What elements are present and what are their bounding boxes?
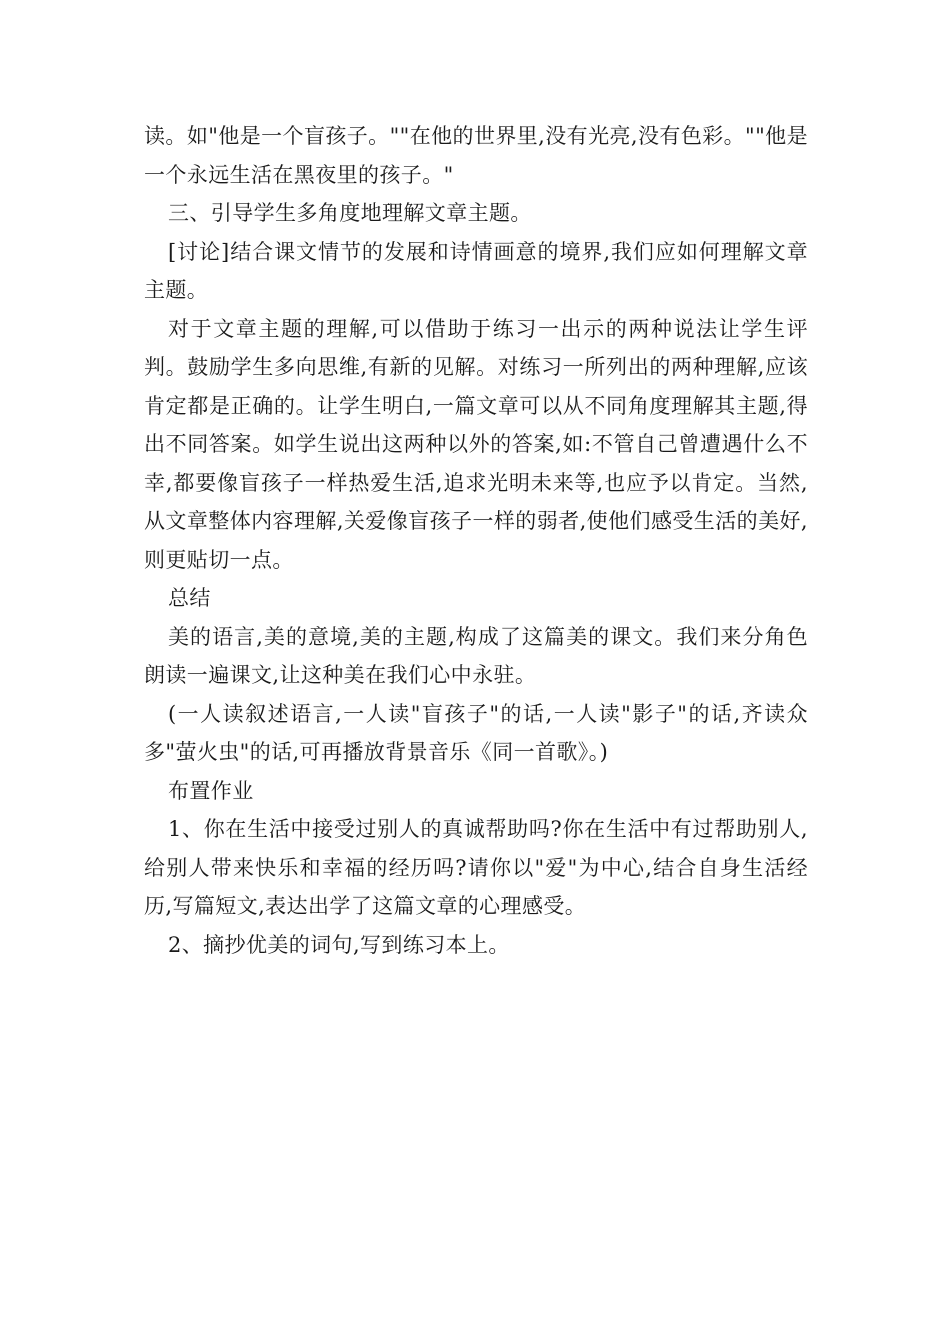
paragraph-reading-roles: (一人读叙述语言,一人读"盲孩子"的话,一人读"影子"的话,齐读众多"萤火虫"的话,可再播放背景音乐《同一首歌》。) xyxy=(144,701,808,764)
paragraph-summary: 美的语言,美的意境,美的主题,构成了这篇美的课文。我们来分角色朗读一遍课文,让这种美在我们心中永驻。 xyxy=(144,624,808,687)
section-heading-homework: 布置作业 xyxy=(168,778,254,803)
homework-item-1: 1、你在生活中接受过别人的真诚帮助吗?你在生活中有过帮助别人,给别人带来快乐和幸福的经历吗?请你以"爱"为中心,结合自身生活经历,写篇短文,表达出学了这篇文章的心理感受。 xyxy=(144,817,808,918)
section-heading-summary: 总结 xyxy=(168,586,211,610)
paragraph-continuation: 读。如"他是一个盲孩子。""在他的世界里,没有光亮,没有色彩。""他是一个永远生活在黑夜里的孩子。" xyxy=(144,124,808,187)
paragraph-discussion: [讨论]结合课文情节的发展和诗情画意的境界,我们应如何理解文章主题。 xyxy=(144,239,808,302)
paragraph-theme-analysis: 对于文章主题的理解,可以借助于练习一出示的两种说法让学生评判。鼓励学生多向思维,有新的见解。对练习一所列出的两种理解,应该肯定都是正确的。让学生明白,一篇文章可以从不同角度理解其主题,得出不同答案。如学生说出这两种以外的答案,如:不管自己曾遭遇什么不幸,都要像盲孩子一样热爱生活,追求光明未来等,也应予以肯定。当然,从文章整体内容理解,关爱像盲孩子一样的弱者,使他们感受生活的美好,则更贴切一点。 xyxy=(144,316,808,572)
homework-item-2: 2、摘抄优美的词句,写到练习本上。 xyxy=(168,932,510,957)
document-body xyxy=(144,117,808,964)
section-heading-theme: 三、引导学生多角度地理解文章主题。 xyxy=(168,201,532,225)
